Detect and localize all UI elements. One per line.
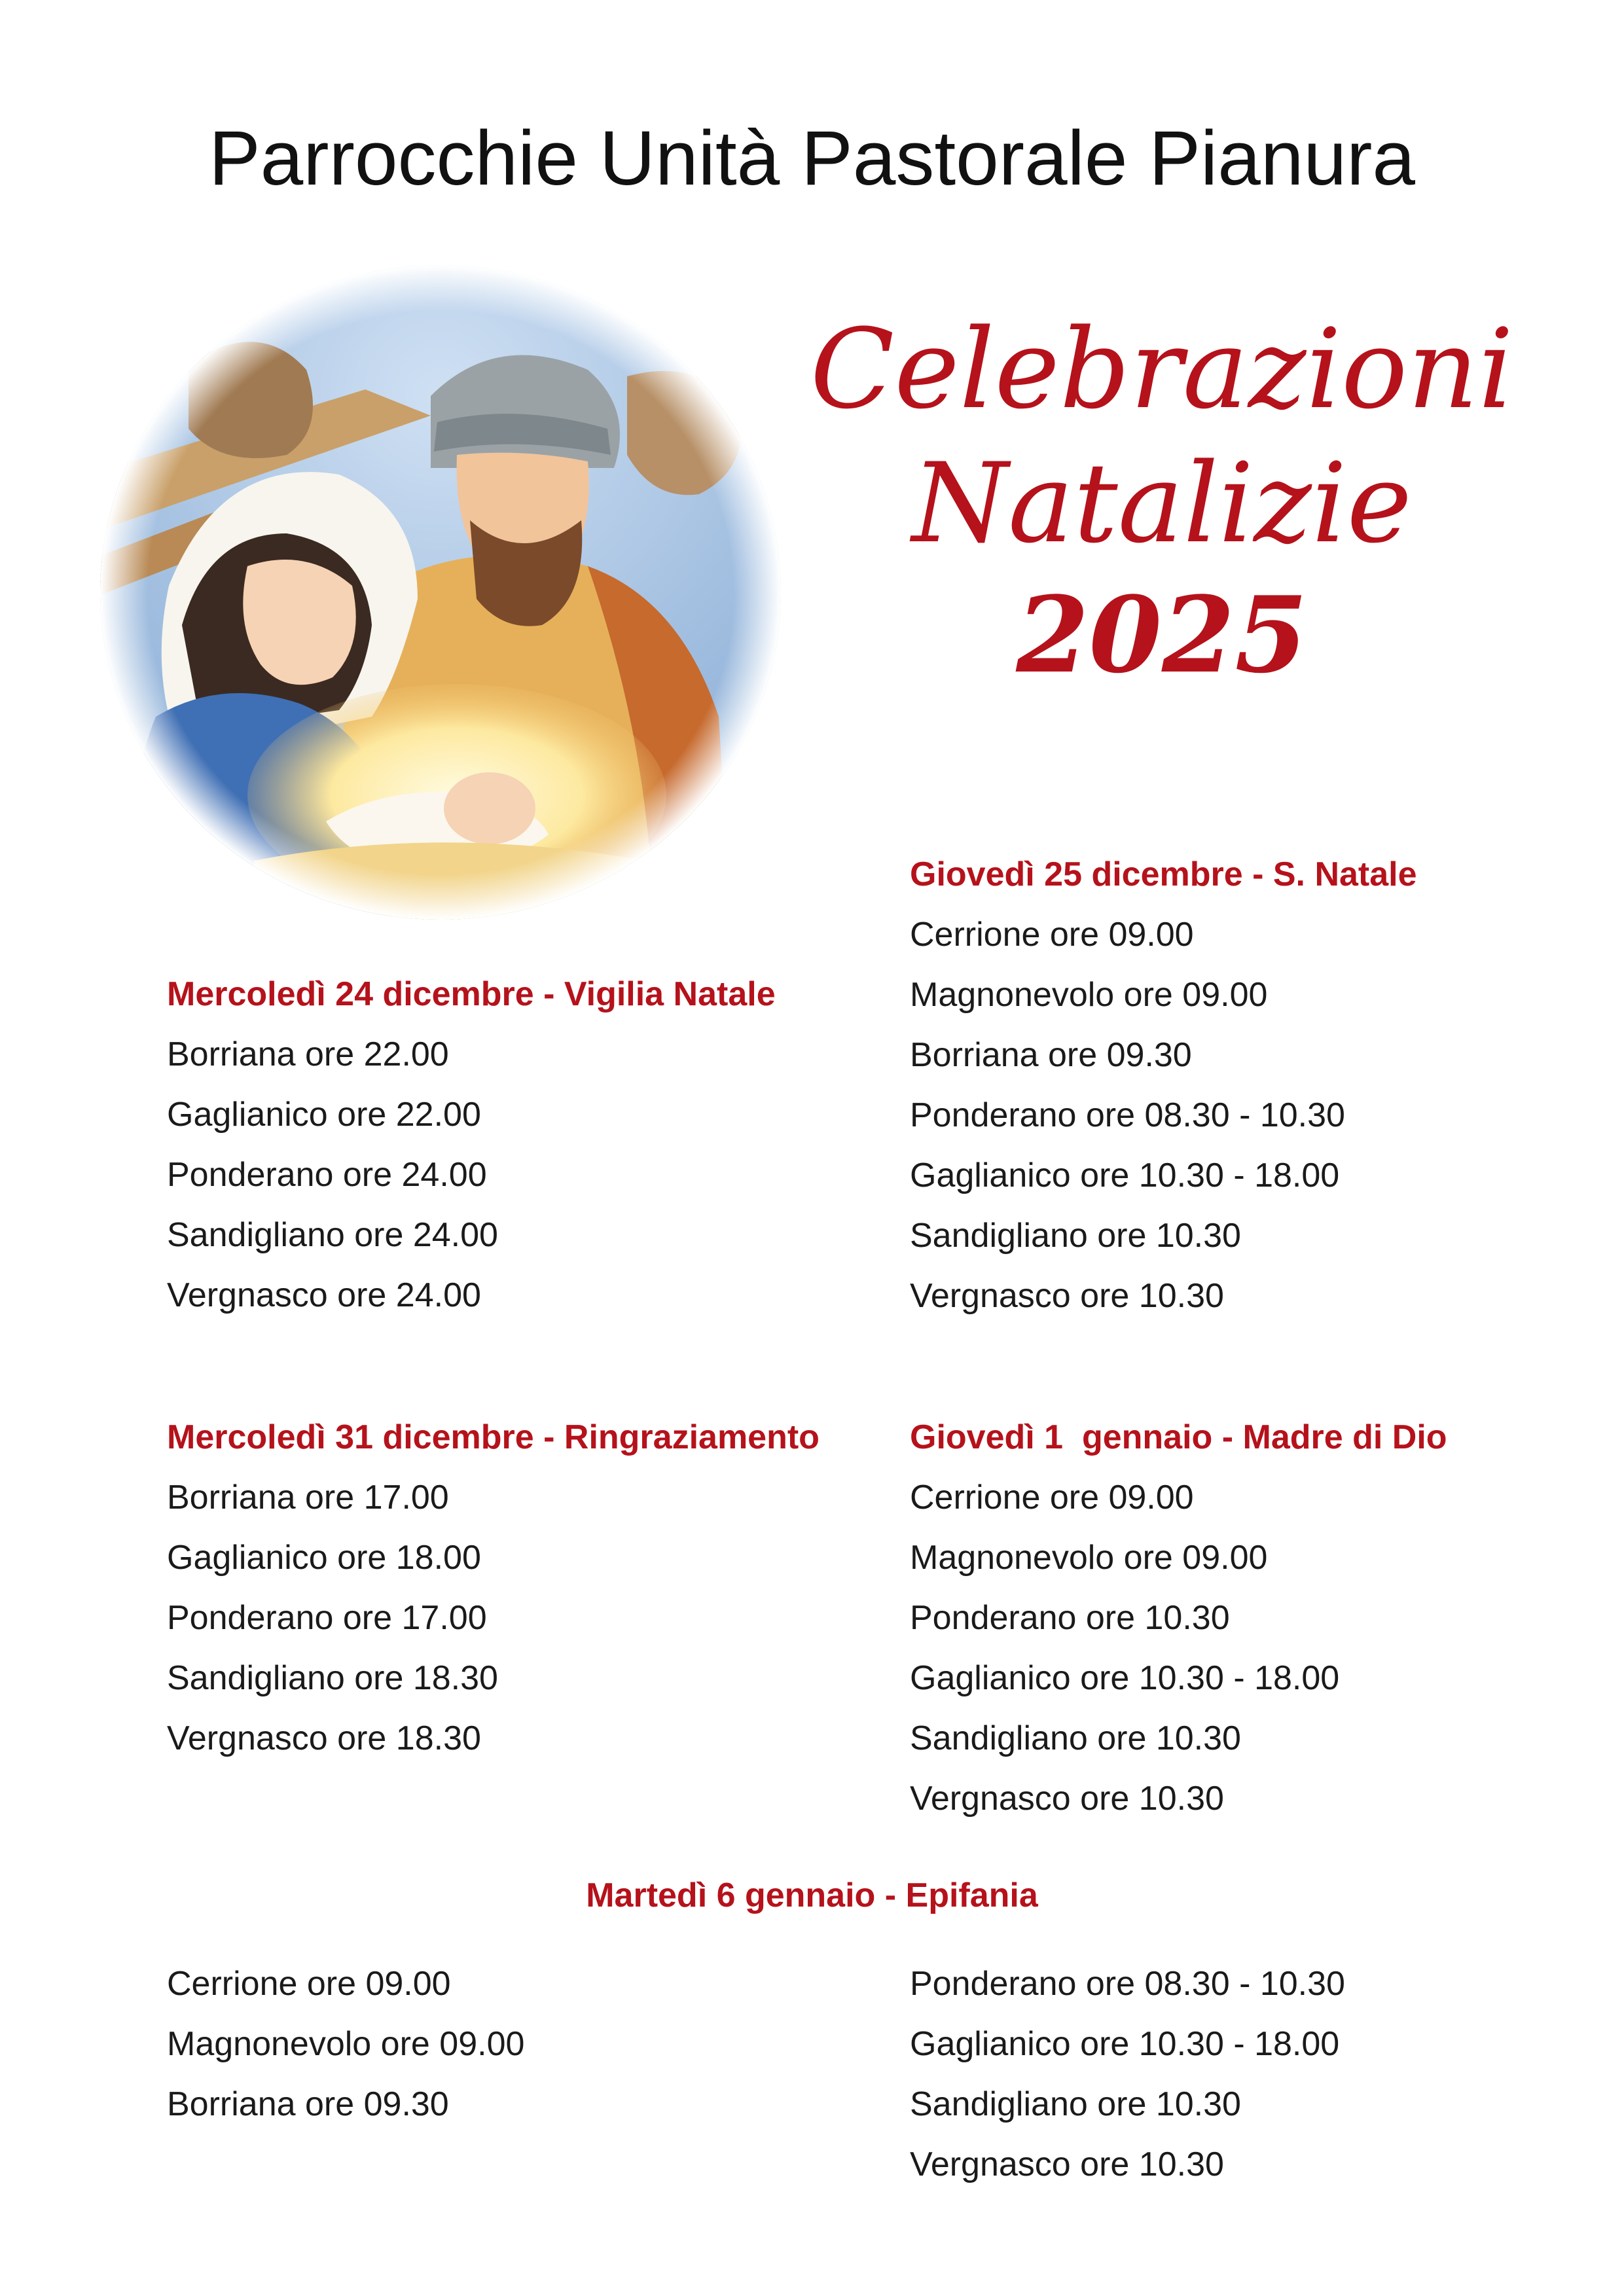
schedule-item: Ponderano ore 17.00 bbox=[167, 1599, 487, 1637]
poster-title bbox=[753, 305, 1571, 696]
schedule-list bbox=[167, 1467, 820, 1768]
schedule-item: Ponderano ore 08.30 - 10.30 bbox=[910, 1965, 1345, 2003]
nativity-illustration bbox=[90, 259, 791, 939]
schedule-item: Vergnasco ore 24.00 bbox=[167, 1276, 481, 1314]
section-madre-di-dio bbox=[910, 1407, 1447, 1829]
schedule-item: Sandigliano ore 10.30 bbox=[910, 1719, 1241, 1757]
schedule-list bbox=[910, 1467, 1447, 1829]
schedule-item: Borriana ore 09.30 bbox=[167, 2085, 449, 2123]
schedule-item: Gaglianico ore 10.30 - 18.00 bbox=[910, 2025, 1340, 2063]
section-heading: Giovedì 25 dicembre - S. Natale bbox=[910, 855, 1417, 893]
schedule-item: Ponderano ore 24.00 bbox=[167, 1156, 487, 1194]
schedule-item: Sandigliano ore 18.30 bbox=[167, 1659, 498, 1697]
section-epifania-right bbox=[910, 1954, 1345, 2195]
schedule-item: Borriana ore 17.00 bbox=[167, 1479, 449, 1516]
schedule-list bbox=[167, 1024, 776, 1325]
schedule-item: Ponderano ore 10.30 bbox=[910, 1599, 1230, 1637]
section-heading: Mercoledì 31 dicembre - Ringraziamento bbox=[167, 1418, 820, 1456]
page-title: Parrocchie Unità Pastorale Pianura bbox=[208, 115, 1416, 202]
schedule-item: Sandigliano ore 24.00 bbox=[167, 1216, 498, 1254]
schedule-item: Gaglianico ore 22.00 bbox=[167, 1096, 481, 1134]
schedule-item: Ponderano ore 08.30 - 10.30 bbox=[910, 1096, 1345, 1134]
section-epifania-heading: Martedì 6 gennaio - Epifania bbox=[586, 1876, 1038, 1914]
schedule-item: Borriana ore 22.00 bbox=[167, 1035, 449, 1073]
schedule-item: Gaglianico ore 10.30 - 18.00 bbox=[910, 1659, 1340, 1697]
schedule-list bbox=[910, 905, 1417, 1326]
schedule-item: Magnonevolo ore 09.00 bbox=[167, 2025, 525, 2063]
schedule-item: Cerrione ore 09.00 bbox=[167, 1965, 451, 2003]
schedule-item: Vergnasco ore 10.30 bbox=[910, 1780, 1224, 1818]
schedule-item: Sandigliano ore 10.30 bbox=[910, 1217, 1241, 1255]
schedule-item: Vergnasco ore 18.30 bbox=[167, 1719, 481, 1757]
schedule-item: Magnonevolo ore 09.00 bbox=[910, 976, 1268, 1014]
schedule-item: Borriana ore 09.30 bbox=[910, 1036, 1192, 1074]
section-ringraziamento bbox=[167, 1407, 820, 1768]
schedule-item: Magnonevolo ore 09.00 bbox=[910, 1539, 1268, 1577]
section-natale bbox=[910, 844, 1417, 1326]
section-heading: Giovedì 1 gennaio - Madre di Dio bbox=[910, 1418, 1447, 1456]
section-epifania-left bbox=[167, 1954, 524, 2134]
vignette-edge bbox=[100, 265, 781, 920]
schedule-item: Cerrione ore 09.00 bbox=[910, 916, 1194, 954]
schedule-item: Sandigliano ore 10.30 bbox=[910, 2085, 1241, 2123]
section-vigilia bbox=[167, 964, 776, 1325]
poster-title-line-1: Celebrazioni bbox=[810, 305, 1514, 433]
schedule-list bbox=[167, 1954, 524, 2134]
schedule-item: Gaglianico ore 18.00 bbox=[167, 1539, 481, 1577]
schedule-item: Vergnasco ore 10.30 bbox=[910, 2145, 1224, 2183]
schedule-list bbox=[910, 1954, 1345, 2195]
poster-title-year: 2025 bbox=[1016, 573, 1308, 696]
section-heading: Mercoledì 24 dicembre - Vigilia Natale bbox=[167, 975, 776, 1013]
schedule-item: Gaglianico ore 10.30 - 18.00 bbox=[910, 1157, 1340, 1194]
poster-title-line-2: Natalizie bbox=[912, 439, 1412, 567]
schedule-item: Cerrione ore 09.00 bbox=[910, 1479, 1194, 1516]
schedule-item: Vergnasco ore 10.30 bbox=[910, 1277, 1224, 1315]
